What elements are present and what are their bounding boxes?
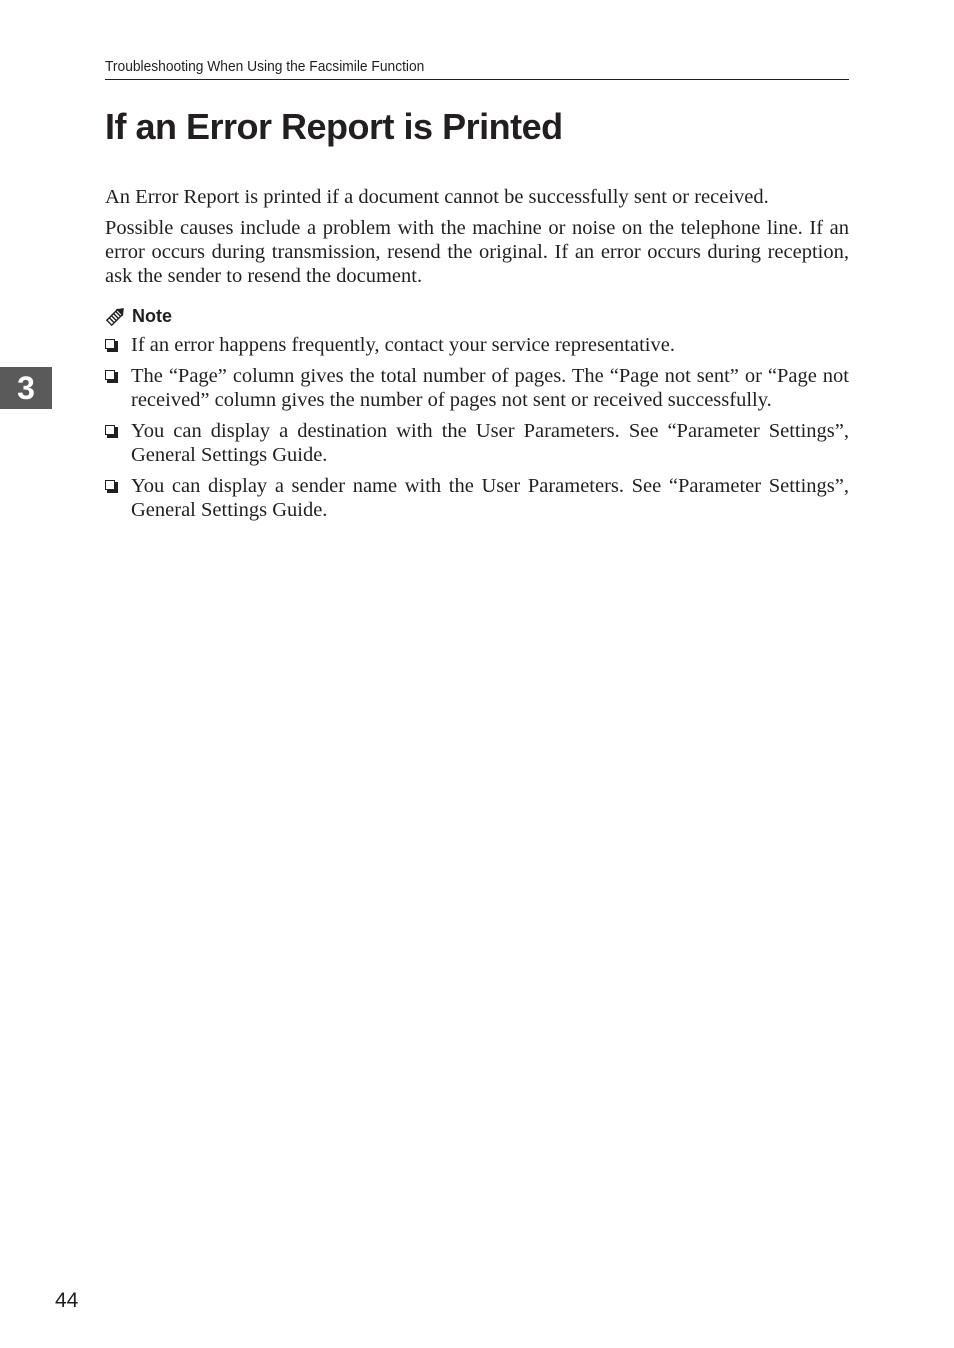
pencil-icon — [105, 305, 127, 327]
checkbox-bullet-icon — [105, 339, 115, 349]
note-label: Note — [132, 306, 172, 326]
note-item — [105, 419, 849, 467]
running-header: Troubleshooting When Using the Facsimile Function — [105, 58, 425, 75]
note-item — [105, 364, 849, 412]
page-number: 44 — [55, 1289, 79, 1312]
page-title: If an Error Report is Printed — [105, 106, 563, 147]
header-rule — [105, 79, 849, 80]
checkbox-bullet-icon — [105, 480, 115, 490]
note-list — [105, 333, 849, 529]
note-item-text: You can display a sender name with the User Parameters. See “Parameter Settings”, General Settings Guide. — [131, 475, 849, 521]
causes-paragraph: Possible causes include a problem with the machine or noise on the telephone line. If an error occurs during transmission, resend the original. If an error occurs during reception, ask the sender to resend the document. — [105, 217, 849, 287]
checkbox-bullet-icon — [105, 425, 115, 435]
note-item-text: The “Page” column gives the total number of pages. The “Page not sent” or “Page not received” column gives the number of pages not sent or received successfully. — [131, 365, 849, 411]
note-heading — [105, 303, 172, 329]
note-item — [105, 474, 849, 522]
chapter-tab: 3 — [0, 367, 52, 409]
note-item-text: If an error happens frequently, contact your service representative. — [131, 334, 675, 356]
note-item — [105, 333, 849, 357]
note-item-text: You can display a destination with the User Parameters. See “Parameter Settings”, General Settings Guide. — [131, 420, 849, 466]
checkbox-bullet-icon — [105, 370, 115, 380]
intro-paragraph: An Error Report is printed if a document cannot be successfully sent or received. — [105, 186, 769, 208]
